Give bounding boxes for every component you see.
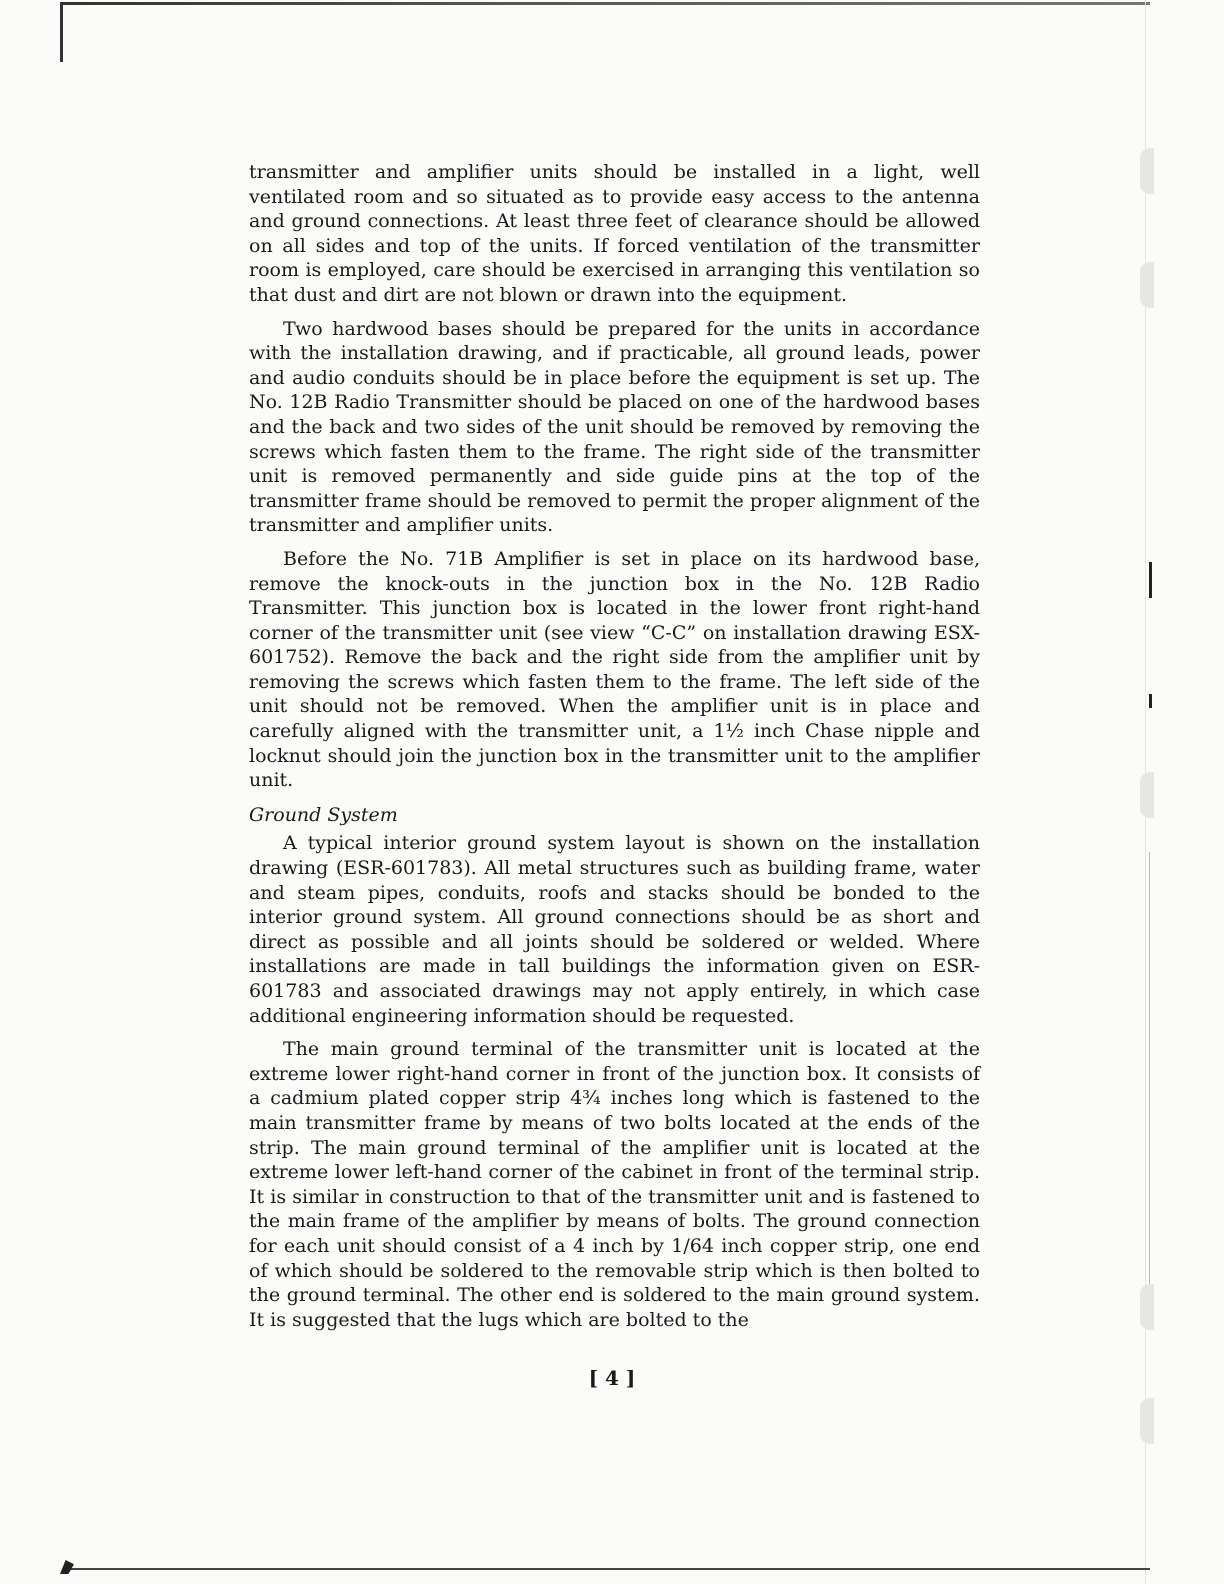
body-text (249, 160, 980, 1341)
page-number: [ 4 ] (588, 1366, 636, 1390)
paragraph: Two hardwood bases should be prepared for the units in accordance with the installation drawing, and if practicable, all ground leads, power and audio conduits should be in place before the equipment is set up. The No. 12B Radio Transmitter should be placed on one of the hardwood bases and the back and two sides of the unit should be removed by removing the screws which fasten them to the frame. The right side of the transmitter unit is removed permanently and side guide pins at the top of the transmitter frame should be removed to permit the proper alignment of the transmitter and amplifier units. (249, 317, 980, 537)
paragraph: transmitter and amplifier units should be installed in a light, well ventilated room and so situated as to provide easy access to the antenna and ground connections. At least three feet of clearance should be allowed on all sides and top of the units. If forced ventilation of the transmitter room is employed, care should be exercised in arranging this ventilation so that dust and dirt are not blown or drawn into the equipment. (249, 161, 980, 306)
index-tab-shadow (1140, 1284, 1154, 1330)
index-tab-shadow (1140, 262, 1154, 308)
edge-mark (1149, 694, 1152, 708)
paragraph: Before the No. 71B Amplifier is set in place on its hardwood base, remove the knock-outs in the junction box in the No. 12B Radio Transmitter. This junction box is located in the lower front right-hand corner of the transmitter unit (see view “C-C” on installation drawing ESX-601752). Remove the back and the right side from the amplifier unit by removing the screws which fasten them to the frame. The left side of the unit should not be removed. When the amplifier unit is in place and carefully aligned with the transmitter unit, a 1½ inch Chase nipple and locknut should join the junction box in the transmitter unit to the amplifier unit. (249, 547, 980, 792)
bottom-border-rule (70, 1568, 1150, 1570)
corner-mark (60, 1560, 74, 1574)
index-tab-shadow (1140, 148, 1154, 194)
paragraph: The main ground terminal of the transmitter unit is located at the extreme lower right-hand corner in front of the junction box. It consists of a cadmium plated copper strip 4¾ inches long which is fastened to the main transmitter frame by means of two bolts located at the ends of the strip. The main ground terminal of the amplifier unit is located at the extreme lower left-hand corner of the cabinet in front of the terminal strip. It is similar in construction to that of the transmitter unit and is fastened to the main frame of the amplifier by means of bolts. The ground connection for each unit should consist of a 4 inch by 1/64 inch copper strip, one end of which should be soldered to the removable strip which is then bolted to the ground terminal. The other end is soldered to the main ground system. It is suggested that the lugs which are bolted to the (249, 1038, 980, 1331)
index-tab-shadow (1140, 772, 1154, 818)
index-tab-shadow (1140, 1398, 1154, 1444)
left-corner-rule (60, 2, 63, 62)
section-heading: Ground System (249, 803, 398, 826)
edge-mark (1149, 562, 1152, 598)
edge-mark (1149, 852, 1150, 1322)
top-border-rule (60, 2, 1150, 5)
paragraph: A typical interior ground system layout is shown on the installation drawing (ESR-601783). All metal structures such as building frame, water and steam pipes, conduits, roofs and stacks should be bonded to the interior ground system. All ground connections should be as short and direct as possible and all joints should be soldered or welded. Where installations are made in tall buildings the information given on ESR-601783 and associated drawings may not apply entirely, in which case additional engineering information should be requested. (249, 832, 980, 1027)
